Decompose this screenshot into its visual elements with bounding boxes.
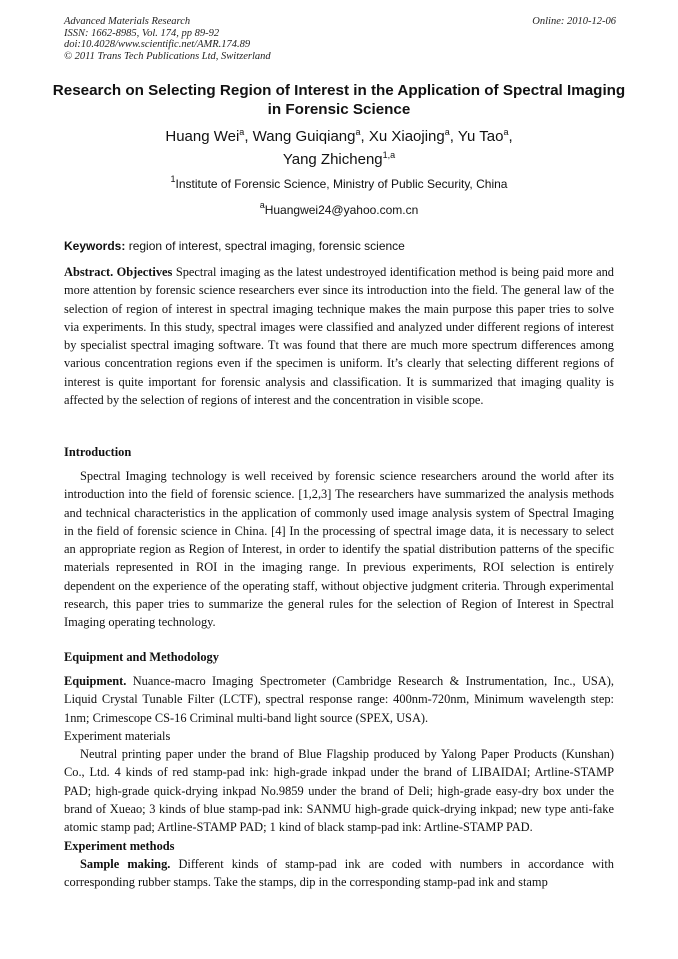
email [50, 200, 628, 217]
materials-heading: Experiment materials [64, 728, 171, 743]
author-sup: a [503, 127, 509, 137]
author-name: Yang Zhicheng [282, 151, 383, 168]
copyright: © 2011 Trans Tech Publications Ltd, Switzerland [64, 50, 271, 62]
journal-header [64, 16, 616, 62]
affiliation-sup: 1 [170, 174, 176, 184]
equipment-methodology-heading: Equipment and Methodology [64, 650, 219, 664]
keywords-label: Keywords: [64, 239, 126, 253]
equipment-label: Equipment. [64, 674, 127, 688]
author-sup: a [444, 127, 450, 137]
materials-text: Neutral printing paper under the brand of Blue Flagship produced by Yalong Paper Products (Kunshan) Co., Ltd. 4 kinds of red stamp-pad ink: high-grade inkpad under the brand of LIBAIDAI; Artline-STAMP PAD; high-grade quick-drying inkpad No.9859 under the brand of Deli; high-grade easy-dry box under the brand of Xueao; 3 kinds of blue stamp-pad ink: SANMU high-grade quick-drying inkpad; new type anti-fake atomic stamp pad; Artline-STAMP PAD; 1 kind of black stamp-pad ink: Artline-STAMP PAD. [64, 747, 614, 835]
author-name: Xu Xiaojing [368, 128, 445, 145]
paper-title: Research on Selecting Region of Interest in the Application of Spectral Imaging in Forensic Science [52, 82, 626, 118]
abstract-text: Spectral imaging as the latest undestroyed identification method is being paid more and more attention by forensic science researchers ever since its introduction into the field. The general law of the selection of region of interest in spectral imaging technique makes the main purpose this paper tries to solve via experiments. In this study, spectral images were classified and analyzed under different regions of interest by specialist spectral imaging software. Tt was found that there are much more spectrum differences among various concentration regions even if the specimen is uniform. It’s clearly that selecting different regions of interest is quite important for forensic analysis and classification. It is summarized that imaging quality is affected by the selection of regions of interest and the concentration in visible scope. [64, 265, 614, 408]
equipment-paragraph [64, 672, 614, 892]
issn: ISSN: 1662-8985, Vol. 174, pp 89-92 [64, 27, 220, 39]
doi: doi:10.4028/www.scientific.net/AMR.174.89 [64, 39, 251, 50]
author-list: Huang Wei$^a$, Wang Guiqiang$^a$, Xu Xiaojing$^a$, Yu Tao$^a$, Yang Zhicheng$^{1,a}$ [165, 127, 513, 168]
author-sup: a [239, 127, 245, 137]
equipment-text: Nuance-macro Imaging Spectrometer (Cambridge Research & Instrumentation, Inc., USA), Liquid Crystal Tunable Filter (LCTF), spectral response range: 400nm-720nm, Minimum wavelength step: 1nm; Crimescope CS-16 Criminal multi-band light source (SPEX, USA). [64, 674, 614, 725]
introduction-heading: Introduction [64, 445, 132, 459]
keywords [64, 239, 624, 253]
author-name: Huang Wei [165, 128, 240, 145]
sample-label: Sample making. [80, 856, 171, 871]
introduction-text: Spectral Imaging technology is well received by forensic science researchers around the world after its introduction into the field of forensic science. [1,2,3] The researchers have summarized the analysis methods and technical characteristics in the application of commonly used image analysis system of Spectral Imaging in the field of forensic science in China. [4] In the processing of spectral image data, it is necessary to select an appropriate region as Region of Interest, in order to identify the spatial distribution patterns of the specific materials represented in ROI in the imaging range. In previous experiments, ROI selection is entirely dependent on the experience of the operating staff, without objective judgment criteria. Through experimental research, this paper tries to summarize the general rules for the selection of Region of Interest in Spectral Imaging operating technology. [64, 469, 614, 630]
author-sup: a [355, 127, 361, 137]
email-sup: a [259, 200, 265, 210]
affiliation-text: Institute of Forensic Science, Ministry of Public Security, China [175, 177, 508, 191]
methods-heading: Experiment methods [64, 838, 175, 853]
journal-name: Advanced Materials Research [64, 16, 191, 27]
author-name: Wang Guiqiang [252, 128, 356, 145]
author-name: Yu Tao [457, 128, 504, 145]
online-date: Online: 2010-12-06 [532, 16, 616, 27]
sample-text: Different kinds of stamp-pad ink are coded with numbers in accordance with corresponding rubber stamps. Take the stamps, dip in the corresponding stamp-pad ink and stamp [64, 856, 614, 890]
email-text: Huangwei24@yahoo.com.cn [264, 203, 419, 217]
affiliation [50, 174, 628, 191]
sample-making-paragraph [64, 855, 614, 892]
author-sup: 1,a [382, 150, 396, 160]
abstract-label: Abstract. Objectives [64, 265, 173, 279]
abstract [64, 263, 614, 409]
keywords-text: region of interest, spectral imaging, forensic science [128, 239, 405, 253]
